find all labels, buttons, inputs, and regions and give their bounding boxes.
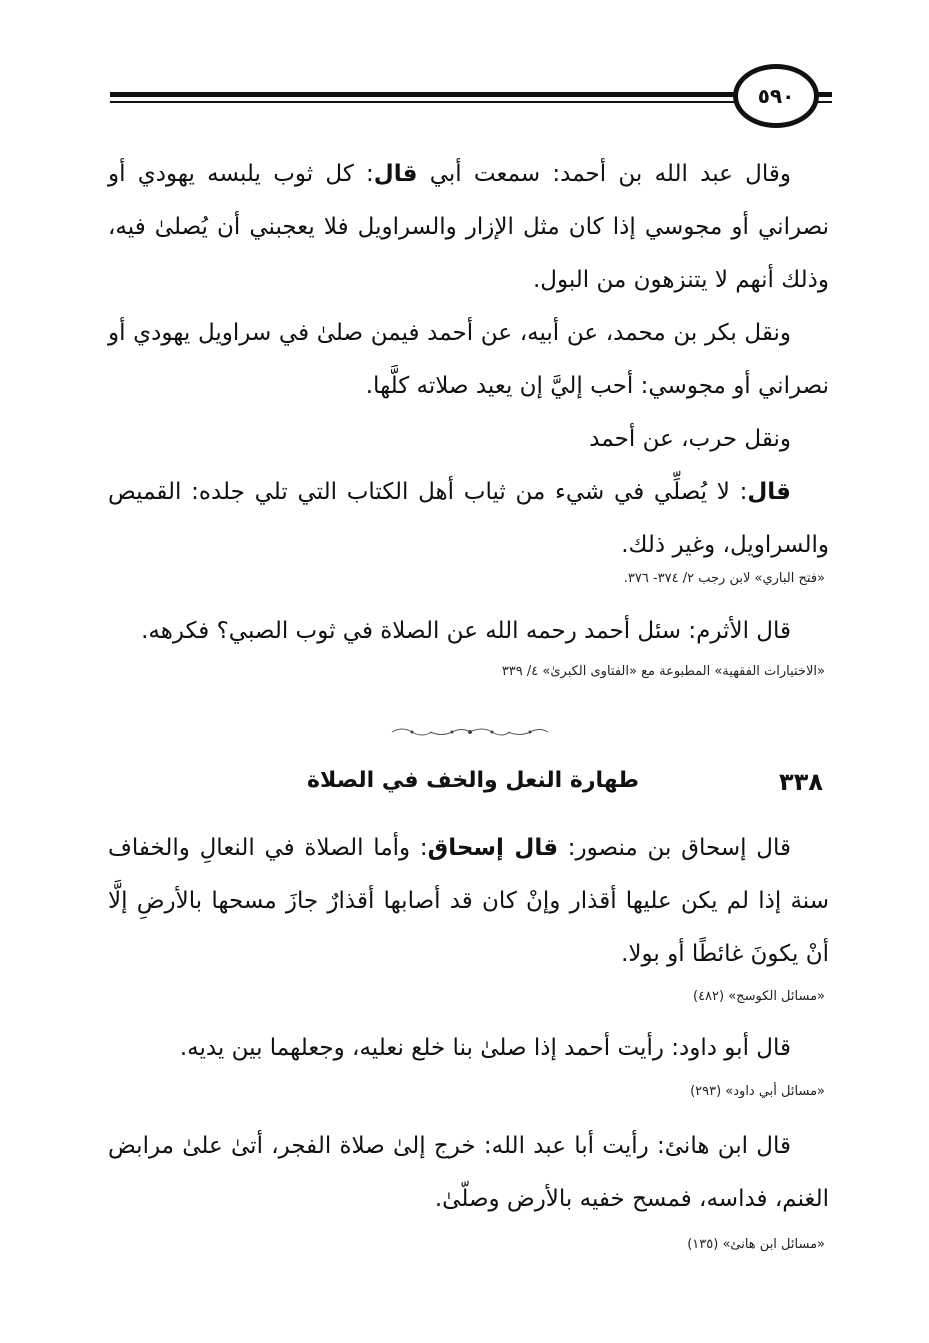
source-reference: «الاختيارات الفقهية» المطبوعة مع «الفتاوى الكبرىٰ» ٤/ ٣٣٩ <box>501 664 825 679</box>
paragraph <box>108 822 829 981</box>
paragraph <box>108 148 829 307</box>
header-rule-thick <box>110 92 832 97</box>
paragraph <box>108 307 829 413</box>
paragraph-text: قال أبو داود: رأيت أحمد إذا صلىٰ بنا خلع نعليه، وجعلهما بين يديه. <box>179 1035 791 1061</box>
paragraph-text: ونقل بكر بن محمد، عن أبيه، عن أحمد فيمن صلىٰ في سراويل يهودي أو نصراني أو مجوسي: أحب إليَّ إن يعيد صلاته كلَّها. <box>108 320 829 399</box>
paragraph <box>108 1120 829 1226</box>
header-rule <box>110 92 832 106</box>
bold-text: قال <box>747 479 791 505</box>
text-block-2 <box>108 605 829 658</box>
text-block-5 <box>108 1120 829 1226</box>
text-block-1 <box>108 148 829 572</box>
source-reference: «مسائل أبي داود» (٢٩٣) <box>690 1084 825 1099</box>
source-reference: «مسائل ابن هانئ» (١٣٥) <box>687 1237 825 1252</box>
text-block-4 <box>108 1022 829 1075</box>
section-number: ٣٣٨ <box>779 768 823 796</box>
source-reference: «مسائل الكوسج» (٤٨٢) <box>692 989 825 1004</box>
paragraph-text: : كل ثوب يلبسه يهودي أو نصراني أو مجوسي إذا كان مثل الإزار والسراويل فلا يعجبني أن يُصلىٰ فيه، وذلك أنهم لا يتنزهون من البول. <box>108 161 829 293</box>
paragraph-text: : وأما الصلاة في النعالِ والخفاف سنة إذا لم يكن عليها أقذار وإنْ كان قد أصابها أقذارٌ جازَ مسحها بالأرضِ إلَّا أنْ يكونَ غائطًا أو بولا. <box>108 835 829 967</box>
text-block-3 <box>108 822 829 981</box>
paragraph-text: وقال عبد الله بن أحمد: سمعت أبي <box>417 161 791 187</box>
section-heading <box>108 768 829 808</box>
source-reference: «فتح الباري» لابن رجب ٢/ ٣٧٤- ٣٧٦. <box>623 571 825 586</box>
paragraph-text: ونقل حرب، عن أحمد <box>589 426 791 452</box>
paragraph <box>108 605 829 658</box>
header-rule-thin <box>110 101 832 103</box>
paragraph <box>108 466 829 572</box>
paragraph-text: : لا يُصلِّي في شيء من ثياب أهل الكتاب التي تلي جلده: القميص والسراويل، وغير ذلك. <box>108 479 829 558</box>
paragraph-text: قال الأثرم: سئل أحمد رحمه الله عن الصلاة في ثوب الصبي؟ فكرهه. <box>141 618 791 644</box>
paragraph <box>108 413 829 466</box>
ornament-divider <box>390 726 550 738</box>
paragraph-text: قال ابن هانئ: رأيت أبا عبد الله: خرج إلىٰ صلاة الفجر، أتىٰ علىٰ مرابض الغنم، فداسه، فمسح خفيه بالأرض وصلّىٰ. <box>108 1133 829 1212</box>
bold-text: قال <box>373 161 418 187</box>
paragraph <box>108 1022 829 1075</box>
paragraph-text: قال إسحاق بن منصور: <box>558 835 792 861</box>
page-number <box>733 64 819 128</box>
section-title: طهارة النعل والخف في الصلاة <box>307 768 639 793</box>
bold-text: قال إسحاق <box>427 835 559 861</box>
page-number-text: ٥٩٠ <box>757 84 795 108</box>
